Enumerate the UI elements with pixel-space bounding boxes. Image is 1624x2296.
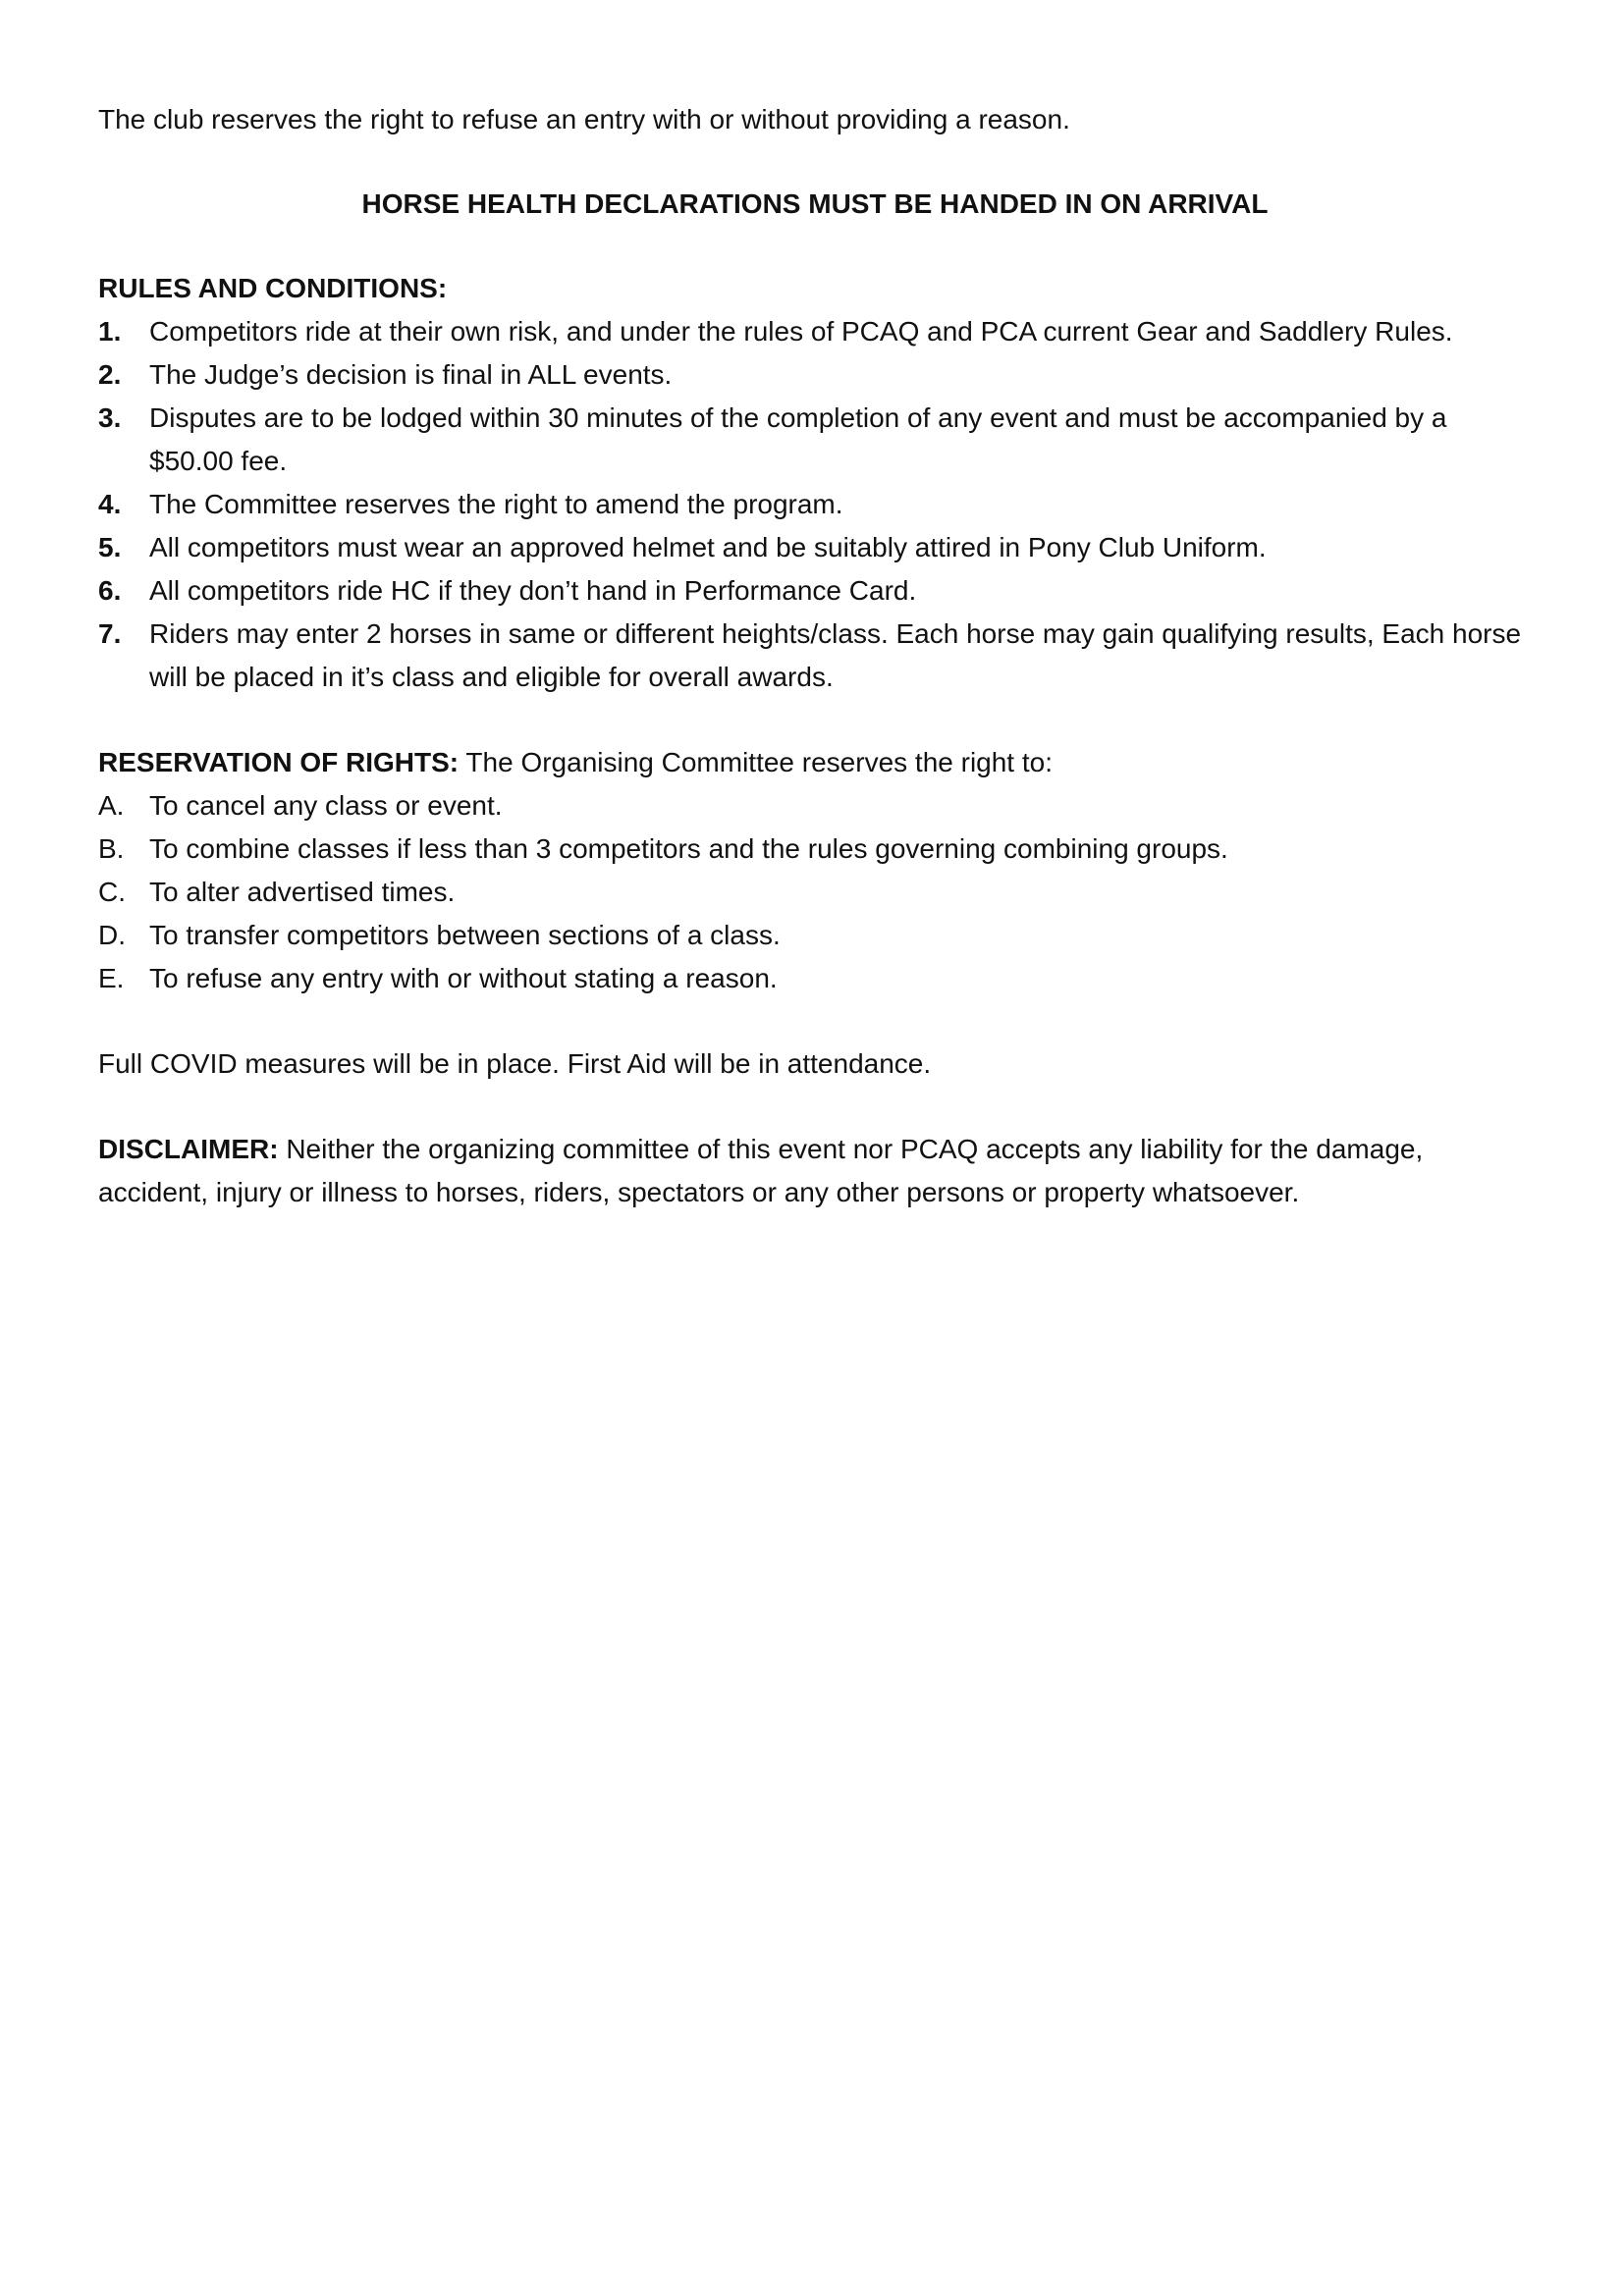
rule-text: All competitors ride HC if they don’t hand in Performance Card.	[149, 575, 917, 606]
rule-text: The Judge’s decision is final in ALL events.	[149, 359, 673, 390]
rules-section	[98, 267, 1532, 699]
rule-number: 1.	[98, 316, 122, 347]
rule-text: All competitors must wear an approved helmet and be suitably attired in Pony Club Uniform.	[149, 532, 1267, 562]
page-content	[98, 98, 1532, 1214]
right-text: To transfer competitors between sections of a class.	[149, 920, 781, 950]
disclaimer	[98, 1128, 1532, 1214]
rule-text: The Committee reserves the right to amend the program.	[149, 489, 843, 519]
right-item	[98, 871, 1532, 914]
right-item	[98, 914, 1532, 957]
rule-number: 6.	[98, 575, 122, 606]
right-item	[98, 957, 1532, 1000]
rule-item	[98, 310, 1532, 353]
rights-heading-line	[98, 741, 1532, 784]
rights-section	[98, 741, 1532, 1000]
rules-heading: RULES AND CONDITIONS:	[98, 273, 448, 303]
right-letter: C.	[98, 877, 126, 907]
rules-list	[98, 310, 1532, 699]
rights-list	[98, 784, 1532, 1000]
rule-item	[98, 397, 1532, 483]
rights-heading: RESERVATION OF RIGHTS:	[98, 747, 460, 777]
right-text: To alter advertised times.	[149, 877, 456, 907]
rule-number: 5.	[98, 532, 122, 562]
rule-text: Competitors ride at their own risk, and under the rules of PCAQ and PCA current Gear and Saddlery Rules.	[149, 316, 1453, 347]
rule-number: 4.	[98, 489, 122, 519]
disclaimer-text: Neither the organizing committee of this event nor PCAQ accepts any liability for the damage, accident, injury or illness to horses, riders, spectators or any other persons or property whatsoever.	[98, 1134, 1424, 1207]
rule-item	[98, 353, 1532, 397]
rule-item	[98, 569, 1532, 613]
rule-text: Riders may enter 2 horses in same or different heights/class. Each horse may gain qualifying results, Each horse will be placed in it’s class and eligible for overall awards.	[149, 618, 1522, 692]
rule-number: 2.	[98, 359, 122, 390]
right-text: To refuse any entry with or without stating a reason.	[149, 963, 778, 993]
right-letter: D.	[98, 920, 126, 950]
disclaimer-label: DISCLAIMER:	[98, 1134, 279, 1164]
rule-item	[98, 526, 1532, 569]
right-item	[98, 784, 1532, 828]
right-text: To combine classes if less than 3 competitors and the rules governing combining groups.	[149, 833, 1228, 864]
right-letter: A.	[98, 790, 125, 821]
right-text: To cancel any class or event.	[149, 790, 503, 821]
health-declaration-heading: HORSE HEALTH DECLARATIONS MUST BE HANDED IN ON ARRIVAL	[361, 188, 1269, 219]
rule-number: 3.	[98, 402, 122, 433]
right-letter: E.	[98, 963, 125, 993]
rule-text: Disputes are to be lodged within 30 minutes of the completion of any event and must be accompanied by a $50.00 fee.	[149, 402, 1447, 476]
right-item	[98, 828, 1532, 871]
right-letter: B.	[98, 833, 125, 864]
rights-intro: The Organising Committee reserves the right to:	[459, 747, 1053, 777]
rule-item	[98, 483, 1532, 526]
intro-text: The club reserves the right to refuse an entry with or without providing a reason.	[98, 104, 1070, 134]
covid-notice: Full COVID measures will be in place. First Aid will be in attendance.	[98, 1048, 932, 1079]
rule-item	[98, 613, 1532, 699]
rule-number: 7.	[98, 618, 122, 649]
